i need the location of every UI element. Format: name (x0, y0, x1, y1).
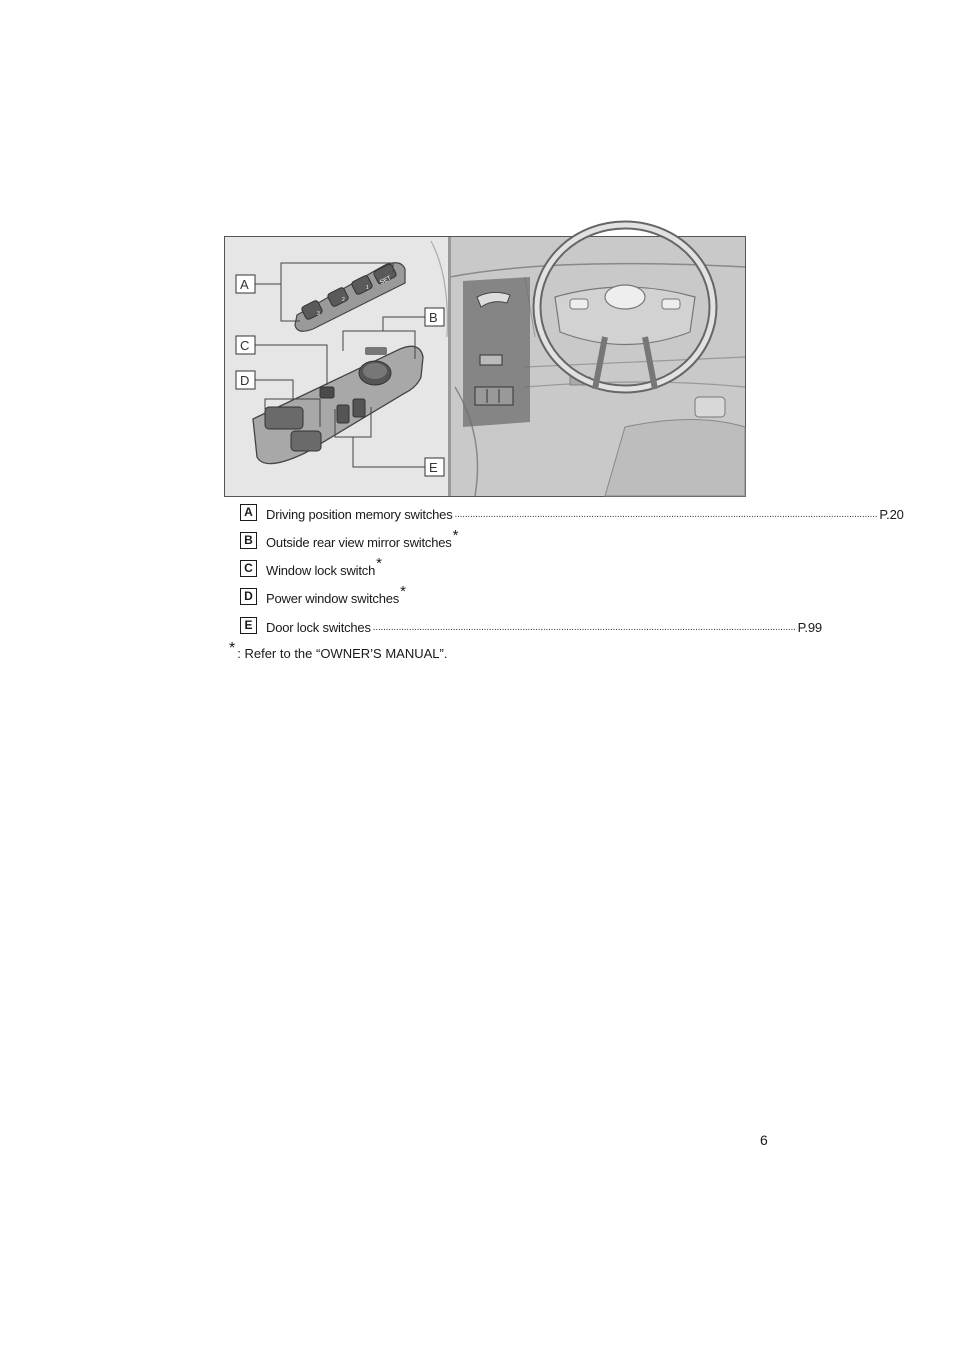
footnote-text: : Refer to the “OWNER’S MANUAL”. (237, 646, 448, 661)
memory-button-2-label: 2 (342, 297, 345, 303)
footnote (228, 640, 448, 663)
callout-e (425, 458, 444, 476)
legend-label-a: Driving position memory switches (266, 507, 453, 522)
callout-b-label: B (429, 310, 438, 325)
callout-c (236, 336, 255, 354)
illustration-drawing (225, 237, 745, 496)
legend-label-c: Window lock switch (266, 563, 376, 578)
door-lock-button-1 (337, 405, 349, 423)
page-number: 6 (760, 1132, 768, 1148)
callout-d (236, 371, 255, 389)
legend-item-d (240, 583, 745, 608)
callout-c-label: C (240, 338, 250, 353)
memory-button-1-label: 1 (366, 285, 369, 291)
door-lock-button-2 (353, 399, 365, 417)
legend-badge-e: E (240, 617, 257, 634)
legend-item-b (240, 527, 745, 552)
callout-a-label: A (240, 277, 249, 292)
set-button-label: SET (379, 275, 393, 287)
callout-a (236, 275, 255, 293)
legend-badge-c: C (240, 560, 257, 577)
page-reference-e[interactable]: P.99 (797, 620, 822, 635)
page-reference-a[interactable]: P.20 (879, 507, 904, 522)
leader-dots: .................................................................................................................................................................... (372, 622, 796, 633)
legend-label-b: Outside rear view mirror switches (266, 535, 452, 550)
window-lock-button (320, 387, 334, 398)
legend-item-c (240, 555, 745, 580)
callout-e-label: E (429, 460, 438, 475)
callout-d-label: D (240, 373, 250, 388)
leader-dots: .................................................................................................................................................................... (454, 509, 878, 520)
legend-label-e: Door lock switches (266, 620, 371, 635)
legend-badge-b: B (240, 532, 257, 549)
footnote-marker-c: * (376, 555, 382, 572)
legend-item-a (240, 504, 904, 524)
footnote-marker-d: * (400, 583, 406, 600)
legend-label-d: Power window switches (266, 591, 400, 606)
footnote-marker-b: * (452, 527, 459, 544)
legend-badge-a: A (240, 504, 257, 521)
memory-button-3-label: 3 (317, 311, 320, 317)
callout-b (425, 308, 444, 326)
legend-badge-d: D (240, 588, 257, 605)
legend-item-e (240, 617, 822, 637)
door-switch-illustration (224, 236, 746, 497)
footnote-asterisk: * (229, 640, 236, 657)
